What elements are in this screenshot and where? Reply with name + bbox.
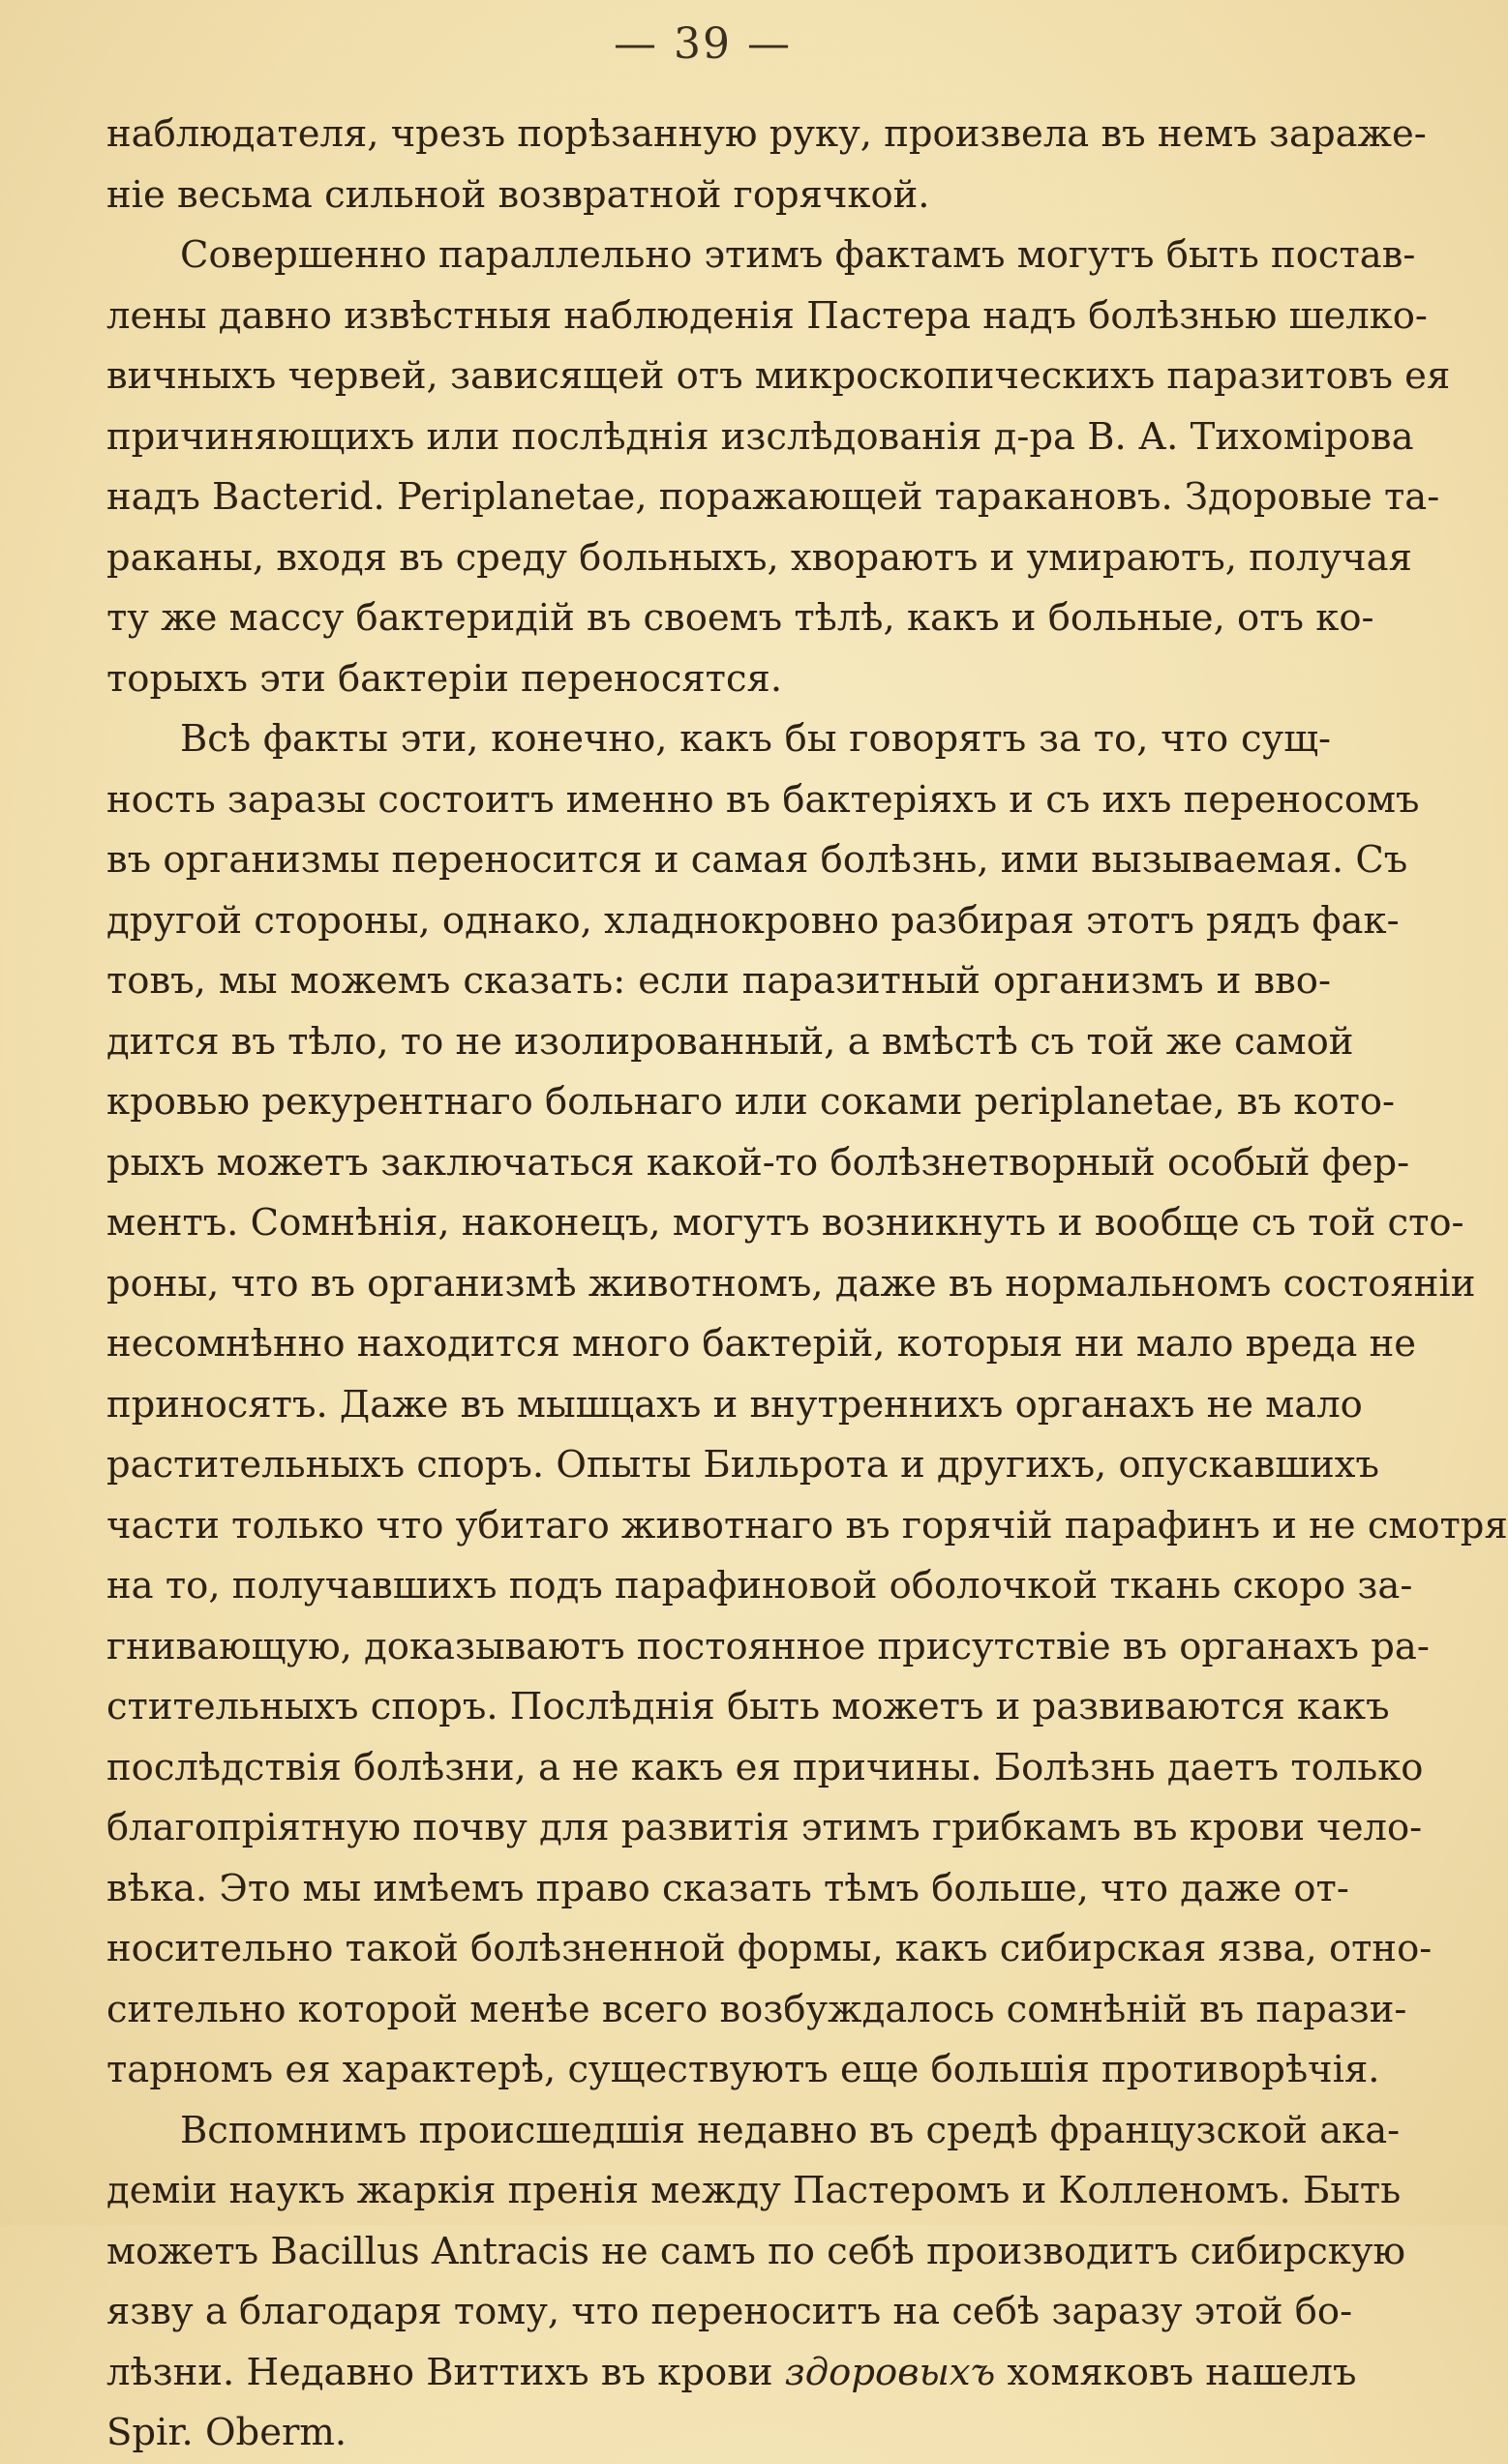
text-line: наблюдателя, чрезъ порѣзанную руку, произвела въ немъ зараже- [106,112,1427,156]
italic-word: здоровыхъ [784,2350,996,2394]
text-line: ніе весьма сильной возвратной горячкой. [106,172,930,217]
paragraph-3 [106,709,1508,2101]
text-line: носительно такой болѣзненной формы, какъ сибирская язва, отно- [106,1927,1433,1970]
text-line: торыхъ эти бактеріи переносятся. [106,656,783,701]
text-line: лены давно извѣстныя наблюденія Пастера надъ болѣзнью шелко- [106,293,1428,338]
text-line: надъ Bacterid. Periplanetae, поражающей таракановъ. Здоровые та- [106,475,1440,519]
text-line: ту же массу бактеридій въ своемъ тѣлѣ, какъ и больные, отъ ко- [106,596,1374,640]
text-line: Вспомнимъ происшедшія недавно въ средѣ французской ака- [180,2108,1401,2152]
body-text [106,105,1508,2464]
text-line: несомнѣнно находится много бактерій, которыя ни мало вреда не [106,1322,1417,1366]
paragraph-4 [106,2101,1406,2464]
page-number: — 39 — [614,19,792,69]
text-line: кровью рекурентнаго больнаго или соками periplanetae, въ кото- [106,1080,1396,1124]
text-line: послѣдствія болѣзни, а не какъ ея причины. Болѣзнь даетъ только [106,1745,1424,1789]
text-line: въ организмы переносится и самая болѣзнь, ими вызываемая. Съ [106,838,1408,882]
text-line: благопріятную почву для развитія этимъ грибкамъ въ крови чело- [106,1806,1423,1849]
text-line: товъ, мы можемъ сказать: если паразитный организмъ и вво- [106,959,1331,1003]
text-line: на то, получавшихъ подъ парафиновой оболочкой ткань скоро за- [106,1564,1413,1608]
text-line: дится въ тѣло, то не изолированный, а вмѣстѣ съ той же самой [106,1019,1354,1064]
text-line: тарномъ ея характерѣ, существуютъ еще большія противорѣчія. [106,2048,1380,2091]
text-line: ность заразы состоитъ именно въ бактеріяхъ и съ ихъ переносомъ [106,777,1420,822]
text-line: вѣка. Это мы имѣемъ право сказать тѣмъ больше, что даже от- [106,1866,1349,1910]
text-line: Всѣ факты эти, конечно, какъ бы говорятъ за то, что сущ- [180,717,1331,761]
text-line: язву а благодаря тому, что переноситъ на себѣ заразу этой бо- [106,2290,1353,2333]
paragraph-1 [106,105,1427,225]
text-line: раканы, входя въ среду больныхъ, хвораютъ и умираютъ, получая [106,535,1412,580]
text-line: растительныхъ споръ. Опыты Бильрота и другихъ, опускавшихъ [106,1443,1379,1487]
text-line: можетъ Bacillus Antracis не самъ по себѣ производитъ сибирскую [106,2229,1406,2273]
text-line: ментъ. Сомнѣнія, наконецъ, могутъ возникнуть и вообще съ той сто- [106,1201,1464,1245]
text-line: Spir. Oberm. [106,2411,347,2454]
text-line: стительныхъ споръ. Послѣднія быть можетъ и развиваются какъ [106,1685,1390,1728]
paragraph-2 [106,225,1451,709]
text-line: другой стороны, однако, хладнокровно разбирая этотъ рядъ фак- [106,898,1400,943]
text-line: рыхъ можетъ заключаться какой-то болѣзнетворный особый фер- [106,1140,1410,1185]
text-line: причиняющихъ или послѣднія изслѣдованія д-ра В. А. Тихоміровa [106,414,1414,459]
text-line: части только что убитаго животнаго въ горячій парафинъ и не смотря [106,1503,1508,1548]
text-line: сительно которой менѣе всего возбуждалось сомнѣній въ парази- [106,1987,1407,2031]
text-line: роны, что въ организмѣ животномъ, даже въ нормальномъ состояніи [106,1261,1476,1306]
text-line: приносятъ. Даже въ мышцахъ и внутреннихъ органахъ не мало [106,1382,1363,1427]
text-line-with-italic: лѣзни. Недавно Виттихъ въ крови здоровыхъ хомяковъ нашелъ [106,2350,1357,2394]
text-line: Совершенно параллельно этимъ фактамъ могутъ быть постав- [180,233,1416,277]
text-line: вичныхъ червей, зависящей отъ микроскопическихъ паразитовъ ея [106,354,1451,398]
text-line: гнивающую, доказываютъ постоянное присутствіе въ органахъ ра- [106,1624,1430,1668]
text-line: деміи наукъ жаркія пренія между Пастеромъ и Колленомъ. Быть [106,2169,1402,2212]
